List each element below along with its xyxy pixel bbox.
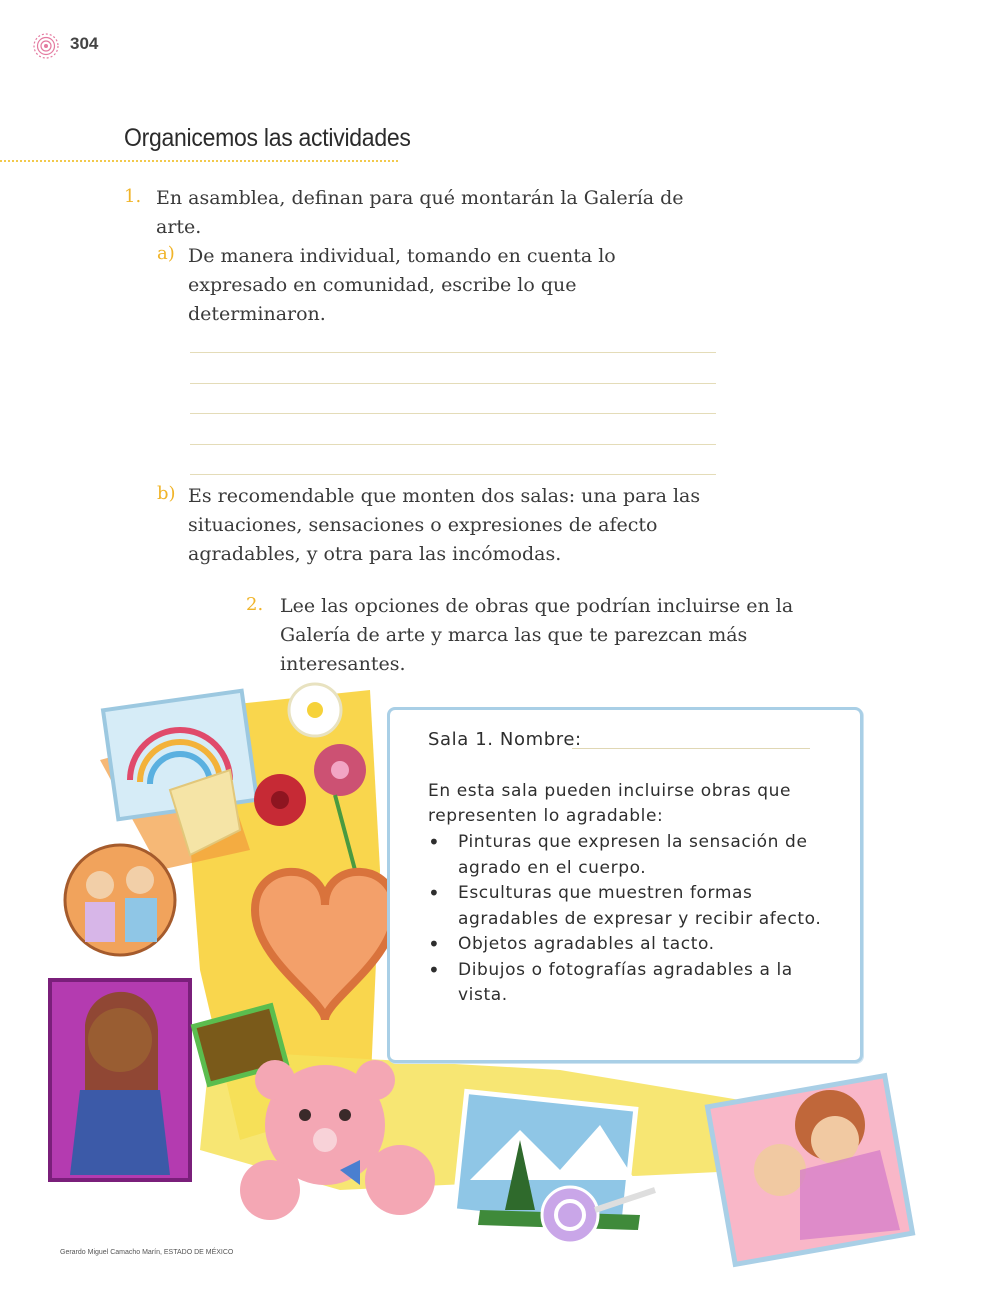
sala-options-list: [428, 830, 828, 1009]
question-1-text: En asamblea, definan para qué montarán la Galería de arte.: [156, 187, 684, 238]
illustration-credit: Gerardo Miguel Camacho Marín, ESTADO DE MÉXICO: [60, 1249, 234, 1256]
list-item: • Esculturas que muestren formas agradables de expresar y recibir afecto.: [428, 881, 828, 932]
question-1a-text: De manera individual, tomando en cuenta lo expresado en comunidad, escribe lo que determinaron.: [188, 245, 616, 325]
answer-line-1[interactable]: [190, 352, 716, 353]
list-item: • Pinturas que expresen la sensación de agrado en el cuerpo.: [428, 830, 828, 881]
question-1a-letter: a): [157, 243, 175, 264]
question-1-number: 1.: [124, 186, 142, 207]
answer-line-5[interactable]: [190, 474, 716, 475]
sala-name-label: Sala 1. Nombre:: [428, 729, 582, 750]
sala-intro-text: En esta sala pueden incluirse obras que representen lo agradable:: [428, 781, 792, 826]
page-number: 304: [70, 34, 99, 53]
section-title: Organicemos las actividades: [124, 124, 411, 152]
mother-and-baby-portrait-icon: [707, 1076, 912, 1265]
woman-hugging-portrait-icon: [50, 980, 190, 1180]
list-item: • Objetos agradables al tacto.: [428, 932, 828, 958]
sala-name-input-line[interactable]: [572, 748, 810, 749]
title-divider: [0, 160, 398, 162]
answer-line-3[interactable]: [190, 413, 716, 414]
question-2-number: 2.: [246, 594, 264, 615]
answer-line-2[interactable]: [190, 383, 716, 384]
sun-emblem-icon: [32, 32, 60, 60]
answer-line-4[interactable]: [190, 444, 716, 445]
question-1b-text: Es recomendable que monten dos salas: una para las situaciones, sensaciones o expresiones de afecto agradables, y otra para las incómodas.: [188, 485, 701, 565]
list-item: • Dibujos o fotografías agradables a la vista.: [428, 958, 828, 1009]
question-1b-letter: b): [157, 483, 176, 504]
question-2-text: Lee las opciones de obras que podrían incluirse en la Galería de arte y marca las que te parezcan más interesantes.: [280, 595, 794, 675]
children-portrait-icon: [65, 845, 175, 955]
